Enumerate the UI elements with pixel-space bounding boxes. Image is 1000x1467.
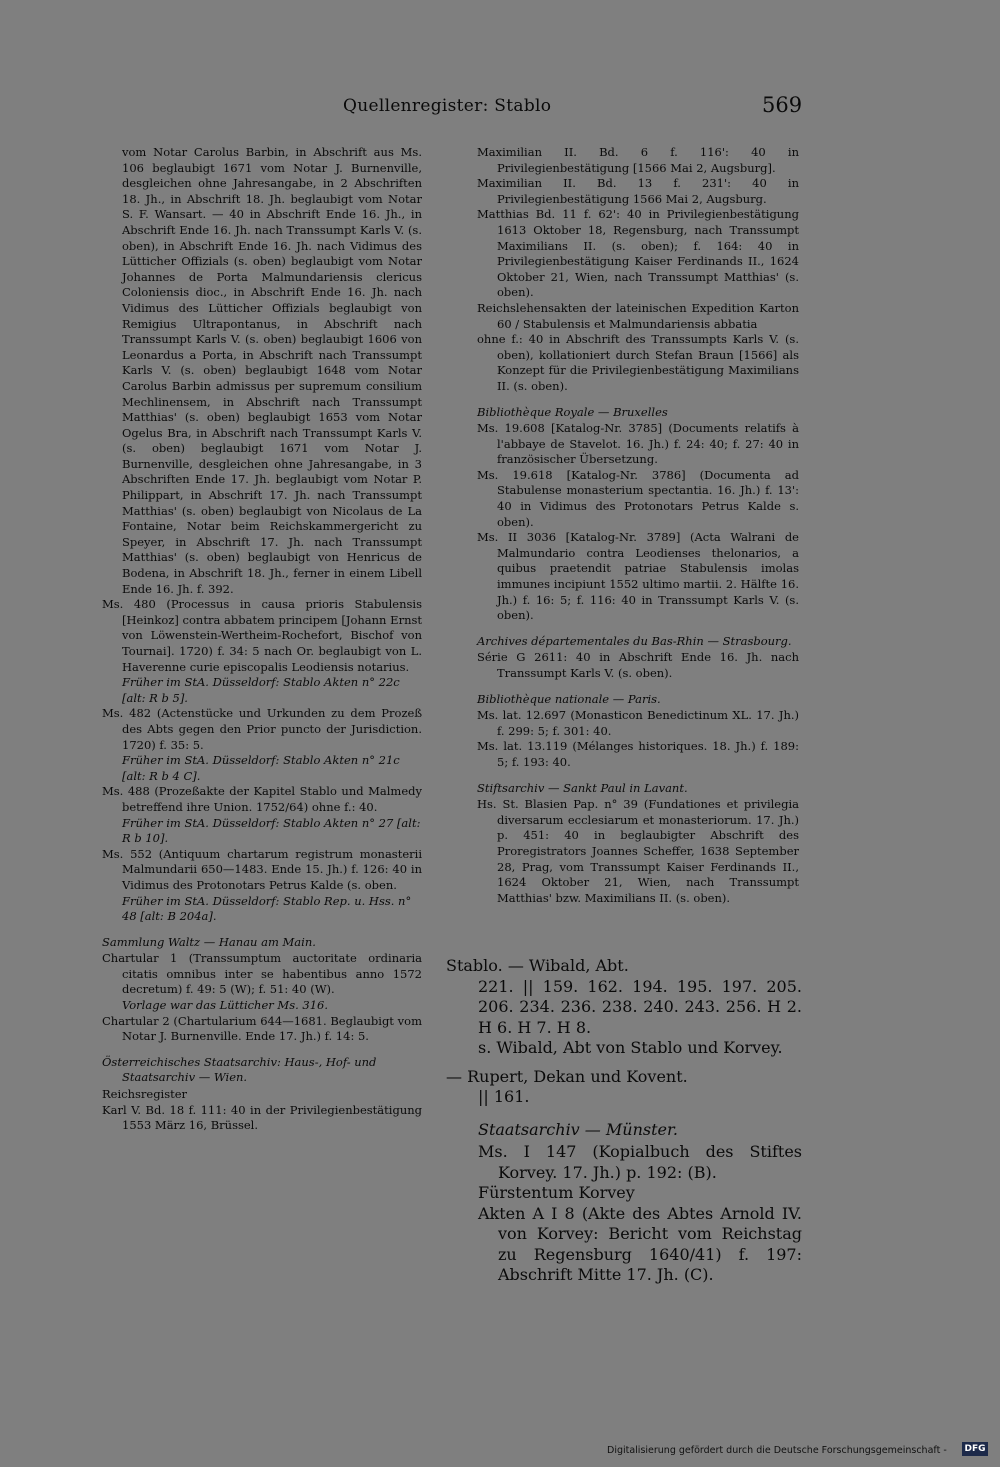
- right-archive-heading: Bibliothèque Royale — Bruxelles: [477, 404, 668, 419]
- left-source-entry: Ms. 482 (Actenstücke und Urkunden zu dem Prozeß des Abts gegen den Prior puncto der Jurisdiction. 1720) f. 35: 5.: [102, 706, 422, 752]
- right-source-entry: Maximilian II. Bd. 13 f. 231': 40 in Privilegienbestätigung 1566 Mai 2, Augsburg.: [477, 176, 799, 206]
- main-entry-block: [446, 956, 802, 1286]
- right-source-entry: Ms. 19.618 [Katalog-Nr. 3786] (Documenta ad Stabulense monasterium spectantia. 16. Jh.) f. 13': 40 in Vidimus des Protonotars Petrus Kalde s. oben).: [477, 467, 799, 529]
- left-provenance-note: Vorlage war das Lütticher Ms. 316.: [122, 998, 329, 1013]
- digitization-credit: Digitalisierung gefördert durch die Deutsche Forschungsgemeinschaft -: [607, 1445, 947, 1456]
- left-source-entry: Ms. 480 (Processus in causa prioris Stabulensis [Heinkoz] contra abbatem principem [Johann Ernst von Löwenstein-Wertheim-Rochefort, Bischof von Tournai]. 1720) f. 34: 5 nach Or. beglaubigt von L. Haverenne curie episcopalis Leodiensis notarius.: [102, 597, 422, 674]
- right-column: [477, 145, 799, 906]
- left-source-entry: Chartular 1 (Transsumptum auctoritate ordinaria citatis omnibus inter se habentibus anno 1572 decretum) f. 49: 5 (W); f. 51: 40 (W).: [102, 951, 422, 997]
- left-provenance-note: Früher im StA. Düsseldorf: Stablo Akten n° 21c [alt: R b 4 C].: [122, 753, 400, 783]
- left-source-entry: Reichsregister: [102, 1087, 188, 1102]
- sub-entry-heading: — Rupert, Dekan und Kovent.: [446, 1066, 688, 1086]
- right-source-entry: Hs. St. Blasien Pap. n° 39 (Fundationes et privilegia diversarum ecclesiarum et monasteriorum. 17. Jh.) p. 451: 40 in beglaubigter Abschrift des Proregistrators Joannes Scheffer, 1638 September 28, Prag, vom Transsumpt Kaiser Ferdinands II., 1624 Oktober 21, Wien, nach Transsumpt Matthias' bzw. Maximilians II. (s. oben).: [477, 797, 799, 905]
- entry-refs: 221. || 159. 162. 194. 195. 197. 205. 206. 234. 236. 238. 240. 243. 256. H 2. H 6. H 7. H 8.: [478, 976, 802, 1037]
- archive-heading: Staatsarchiv — Münster.: [478, 1119, 678, 1139]
- left-source-entry: Ms. 552 (Antiquum chartarum registrum monasterii Malmundarii 650—1483. Ende 15. Jh.) f. 126: 40 in Vidimus des Protonotars Petrus Kalde (s. oben.: [102, 846, 422, 892]
- right-archive-heading: Archives départementales du Bas-Rhin — Strasbourg.: [477, 633, 792, 648]
- dfg-logo: DFG: [962, 1442, 988, 1456]
- archive-item: Ms. I 147 (Kopialbuch des Stiftes Korvey. 17. Jh.) p. 192: (B).: [478, 1142, 802, 1182]
- right-source-entry: Série G 2611: 40 in Abschrift Ende 16. Jh. nach Transsumpt Karls V. (s. oben).: [477, 650, 799, 680]
- archive-item: Akten A I 8 (Akte des Abtes Arnold IV. von Korvey: Bericht vom Reichstag zu Regensburg 1640/41) f. 197: Abschrift Mitte 17. Jh. (C).: [478, 1203, 802, 1284]
- page-number: 569: [762, 93, 803, 117]
- left-archive-heading: Sammlung Waltz — Hanau am Main.: [102, 934, 316, 949]
- left-source-entry: Chartular 2 (Chartularium 644—1681. Beglaubigt vom Notar J. Burnenville. Ende 17. Jh.) f. 14: 5.: [102, 1013, 422, 1044]
- left-archive-heading: Österreichisches Staatsarchiv: Haus-, Hof- und Staatsarchiv — Wien.: [102, 1054, 377, 1085]
- sub-entry-refs: || 161.: [478, 1087, 530, 1106]
- entry-see-also: s. Wibald, Abt von Stablo und Korvey.: [478, 1038, 783, 1057]
- entry-heading: Stablo. — Wibald, Abt.: [446, 956, 629, 975]
- right-archive-heading: Bibliothèque nationale — Paris.: [477, 691, 661, 706]
- right-source-entry: Matthias Bd. 11 f. 62': 40 in Privilegienbestätigung 1613 Oktober 18, Regensburg, nach Transsumpt Maximilians II. (s. oben); f. 164: 40 in Privilegienbestätigung Kaiser Ferdinands II., 1624 Oktober 21, Wien, nach Transsumpt Matthias' (s. oben).: [477, 207, 799, 300]
- left-provenance-note: Früher im StA. Düsseldorf: Stablo Akten n° 27 [alt: R b 10].: [122, 815, 421, 846]
- left-continued-text: vom Notar Carolus Barbin, in Abschrift aus Ms. 106 beglaubigt 1671 vom Notar J. Burnenville, desgleichen ohne Jahresangabe, in 2 Abschriften 18. Jh., in Abschrift 18. Jh. beglaubigt vom Notar S. F. Wansart. — 40 in Abschrift Ende 16. Jh., in Abschrift Ende 16. Jh. nach Transsumpt Karls V. (s. oben), in Abschrift Ende 16. Jh. nach Vidimus des Lütticher Offizials (s. oben) beglaubigt vom Notar Johannes de Porta Malmundariensis clericus Coloniensis dioc., in Abschrift Ende 16. Jh. nach Vidimus des Lütticher Offizials beglaubigt von Remigius Ultrapontanus, in Abschrift nach Transsumpt Karls V. (s. oben) beglaubigt 1606 von Leonardus a Porta, in Abschrift nach Transsumpt Karls V. (s. oben) beglaubigt 1648 vom Notar Carolus Barbin admissus per supremum consilium Mechlinensem, in Abschrift nach Transsumpt Matthias' (s. oben) beglaubigt 1653 vom Notar Ogelus Bra, in Abschrift nach Transsumpt Karls V. (s. oben) beglaubigt 1671 vom Notar J. Burnenville, desgleichen ohne Jahresangabe, in 3 Abschriften Ende 17. Jh. beglaubigt vom Notar P. Philippart, in Abschrift 17. Jh. nach Transsumpt Matthias' (s. oben) beglaubigt von Nicolaus de La Fontaine, Notar beim Reichskammergericht zu Speyer, in Abschrift 17. Jh. nach Transsumpt Matthias' (s. oben) beglaubigt von Henricus de Bodena, in Abschrift 18. Jh., ferner in einem Libell Ende 16. Jh. f. 392.: [122, 145, 422, 596]
- left-provenance-note: Früher im StA. Düsseldorf: Stablo Akten n° 22c [alt: R b 5].: [122, 675, 400, 705]
- right-source-entry: Ms. 19.608 [Katalog-Nr. 3785] (Documents relatifs à l'abbaye de Stavelot. 16. Jh.) f. 24: 40; f. 27: 40 in französischer Übersetzung.: [477, 421, 799, 467]
- archive-item: Fürstentum Korvey: [478, 1183, 635, 1202]
- right-source-entry: Maximilian II. Bd. 6 f. 116': 40 in Privilegienbestätigung [1566 Mai 2, Augsburg].: [477, 145, 799, 175]
- page-header: [0, 93, 1000, 126]
- right-source-entry: Ms. lat. 13.119 (Mélanges historiques. 18. Jh.) f. 189: 5; f. 193: 40.: [477, 739, 799, 769]
- left-column: [102, 145, 422, 1134]
- right-source-entry: ohne f.: 40 in Abschrift des Transsumpts Karls V. (s. oben), kollationiert durch Stefan Braun [1566] als Konzept für die Privilegienbestätigung Maximilians II. (s. oben).: [477, 332, 799, 393]
- running-title: Quellenregister: Stablo: [343, 96, 552, 116]
- right-archive-heading: Stiftsarchiv — Sankt Paul in Lavant.: [477, 780, 688, 795]
- left-source-entry: Karl V. Bd. 18 f. 111: 40 in der Privilegienbestätigung 1553 März 16, Brüssel.: [102, 1102, 422, 1133]
- right-source-entry: Ms. II 3036 [Katalog-Nr. 3789] (Acta Walrani de Malmundario contra Leodienses thelonarios, a quibus praetendit patriae Stabulensis imolas immunes incipiunt 1552 ultimo martii. 2. Hälfte 16. Jh.) f. 16: 5; f. 116: 40 in Transsumpt Karls V. (s. oben).: [477, 530, 799, 623]
- left-source-entry: Ms. 488 (Prozeßakte der Kapitel Stablo und Malmedy betreffend ihre Union. 1752/64) ohne f.: 40.: [102, 784, 422, 814]
- right-source-entry: Ms. lat. 12.697 (Monasticon Benedictinum XL. 17. Jh.) f. 299: 5; f. 301: 40.: [477, 708, 799, 738]
- left-provenance-note: Früher im StA. Düsseldorf: Stablo Rep. u. Hss. n° 48 [alt: B 204a].: [122, 893, 412, 924]
- right-source-entry: Reichslehensakten der lateinischen Expedition Karton 60 / Stabulensis et Malmundariensis abbatia: [477, 300, 799, 331]
